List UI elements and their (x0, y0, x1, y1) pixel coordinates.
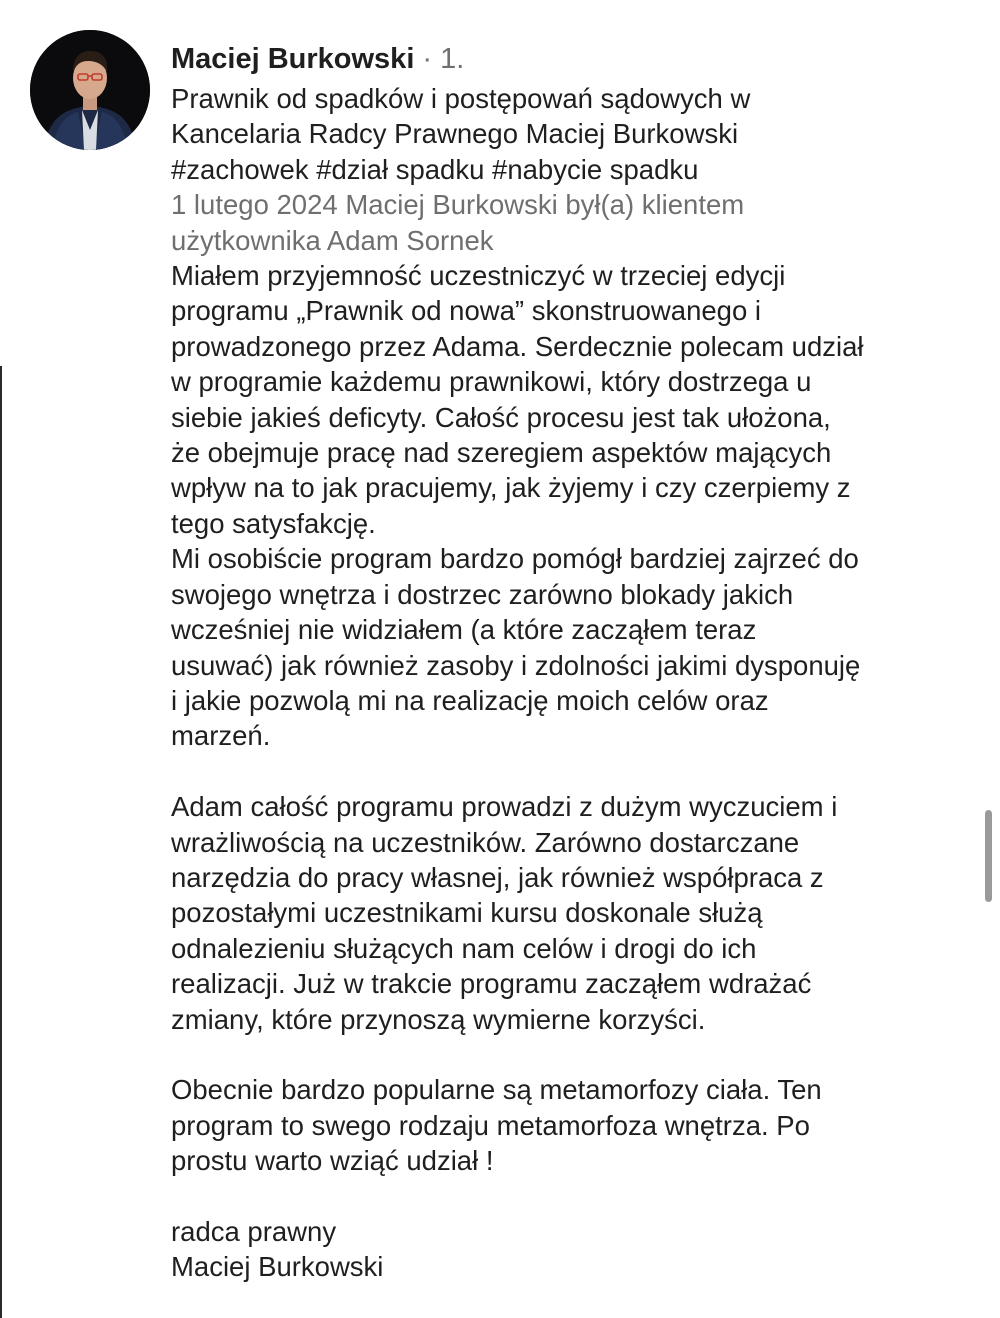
text-line: Miałem przyjemność uczestniczyć w trzeciej edycji (171, 260, 786, 292)
headline-line: #zachowek #dział spadku #nabycie spadku (171, 153, 699, 185)
author-headline (171, 81, 976, 187)
recommendation-meta (171, 187, 976, 258)
text-line: pozostałymi uczestnikami kursu doskonale służą (171, 897, 763, 929)
text-line: wcześniej nie widziałem (a które zacząłem teraz (171, 614, 757, 646)
headline-line: Kancelaria Radcy Prawnego Maciej Burkowski (171, 118, 739, 150)
text-line: w programie każdemu prawnikowi, który dostrzega u (171, 366, 812, 398)
text-line: Adam całość programu prowadzi z dużym wyczuciem i (171, 791, 838, 823)
meta-line: 1 lutego 2024 Maciej Burkowski był(a) klientem (171, 189, 745, 221)
recommendation-card (171, 38, 976, 1285)
text-line: swojego wnętrza i dostrzec zarówno blokady jakich (171, 578, 794, 610)
text-line: marzeń. (171, 720, 271, 752)
text-line: prowadzonego przez Adama. Serdecznie polecam udział (171, 330, 864, 362)
text-line: usuwać) jak również zasoby i zdolności jakimi dysponuję (171, 649, 861, 681)
text-line: Mi osobiście program bardzo pomógł bardziej zajrzeć do (171, 543, 859, 575)
author-name[interactable]: Maciej Burkowski (171, 43, 415, 75)
text-line: tego satysfakcję. (171, 507, 376, 539)
avatar[interactable] (30, 30, 150, 150)
text-line: wpływ na to jak pracujemy, jak żyjemy i czy czerpiemy z (171, 472, 851, 504)
author-line (171, 38, 976, 80)
headline-line: Prawnik od spadków i postępowań sądowych w (171, 83, 751, 114)
text-line: Obecnie bardzo popularne są metamorfozy ciała. Ten (171, 1074, 822, 1106)
text-line: narzędzia do pracy własnej, jak również współpraca z (171, 861, 824, 893)
meta-line: użytkownika Adam Sornek (171, 224, 494, 256)
scrollbar-thumb[interactable] (985, 810, 992, 902)
avatar-photo-icon (30, 30, 150, 150)
text-line: że obejmuje pracę nad szeregiem aspektów mających (171, 437, 832, 469)
text-line: programu „Prawnik od nowa” skonstruowanego i (171, 295, 762, 327)
text-line: odnalezieniu służących nam celów i drogi do ich (171, 932, 757, 964)
text-line: program to swego rodzaju metamorfoza wnętrza. Po (171, 1109, 810, 1141)
text-line: Maciej Burkowski (171, 1251, 384, 1283)
text-line: siebie jakieś deficyty. Całość procesu jest tak ułożona, (171, 401, 831, 433)
text-line: realizacji. Już w trakcie programu zacząłem wdrażać (171, 968, 812, 1000)
connection-degree: · 1. (414, 43, 465, 75)
text-line: zmiany, które przynoszą wymierne korzyści. (171, 1003, 706, 1035)
text-line: wrażliwością na uczestników. Zarówno dostarczane (171, 826, 800, 858)
text-line: i jakie pozwolą mi na realizację moich celów oraz (171, 684, 769, 716)
text-line: prostu warto wziąć udział ! (171, 1145, 494, 1177)
left-border-rule (0, 366, 2, 1318)
text-line: radca prawny (171, 1215, 337, 1247)
recommendation-text (171, 258, 976, 1285)
